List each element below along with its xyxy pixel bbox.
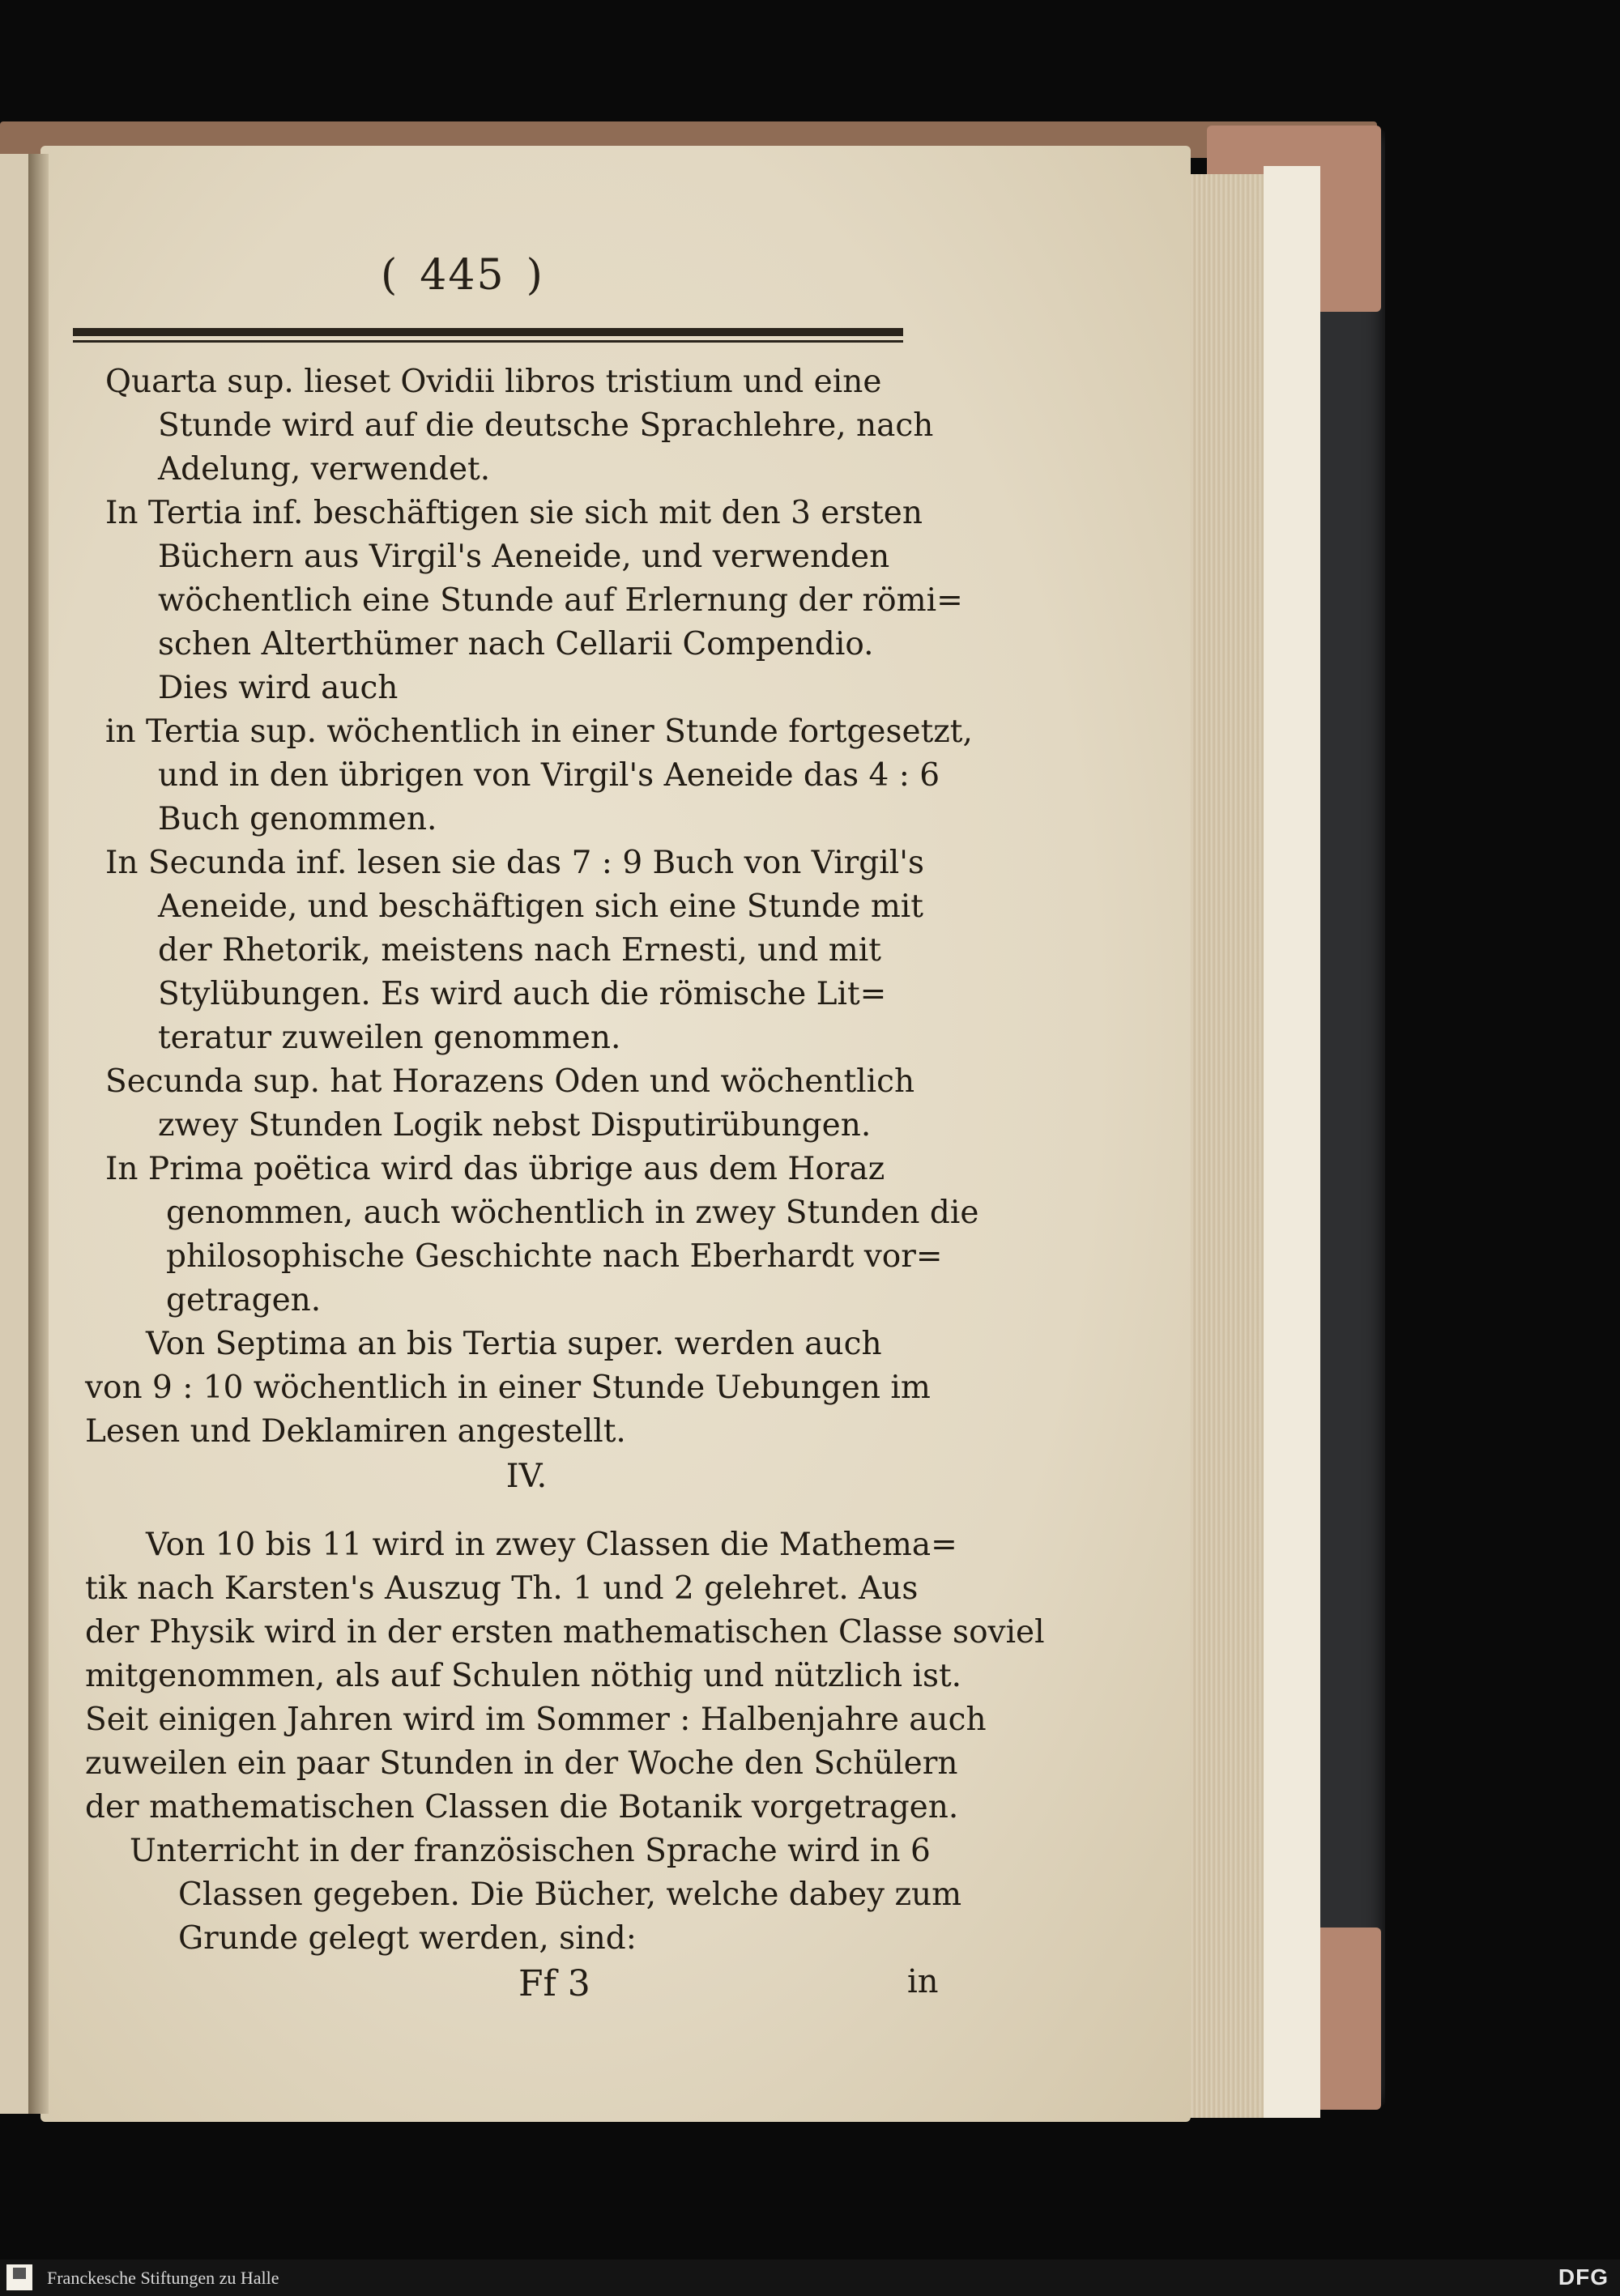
text-line: Classen gegeben. Die Bücher, welche dabey zum: [178, 1876, 962, 1913]
text-line: Von 10 bis 11 wird in zwey Classen die Mathema=: [146, 1527, 957, 1563]
text-line: Grunde gelegt werden, sind:: [178, 1920, 637, 1957]
text-line: Quarta sup. lieset Ovidii libros tristium und eine: [105, 364, 882, 400]
signature-mark: Ff 3: [518, 1963, 590, 2004]
text-line: wöchentlich eine Stunde auf Erlernung der römi=: [158, 582, 963, 619]
section-heading: IV.: [505, 1458, 548, 1495]
text-line: Aeneide, und beschäftigen sich eine Stunde mit: [158, 888, 923, 925]
catchword: in: [907, 1963, 939, 2000]
header-rule: [73, 328, 903, 336]
text-line: Buch genommen.: [158, 801, 437, 837]
text-line: Büchern aus Virgil's Aeneide, und verwenden: [158, 539, 890, 575]
gutter-shadow: [28, 154, 49, 2114]
text-line: Unterricht in der französischen Sprache wird in 6: [130, 1833, 931, 1869]
institution-logo-icon: [6, 2264, 32, 2290]
text-line: teratur zuweilen genommen.: [158, 1020, 621, 1056]
dfg-logo: DFG: [1558, 2264, 1609, 2290]
text-line: Lesen und Deklamiren angestellt.: [85, 1413, 626, 1450]
footer-bar: [0, 2260, 1620, 2296]
header-paren-left: (: [381, 251, 399, 300]
text-line: Seit einigen Jahren wird im Sommer : Halbenjahre auch: [85, 1702, 987, 1738]
text-line: und in den übrigen von Virgil's Aeneide das 4 : 6: [158, 757, 940, 794]
text-line: zuweilen ein paar Stunden in der Woche den Schülern: [85, 1745, 958, 1782]
text-line: Dies wird auch: [158, 670, 399, 706]
header-paren-right: ): [526, 251, 544, 300]
text-line: In Secunda inf. lesen sie das 7 : 9 Buch von Virgil's: [105, 845, 924, 881]
text-line: genommen, auch wöchentlich in zwey Stunden die: [166, 1195, 979, 1231]
text-line: zwey Stunden Logik nebst Disputirübungen.: [158, 1107, 872, 1144]
text-line: Adelung, verwendet.: [158, 451, 491, 488]
text-line: schen Alterthümer nach Cellarii Compendio.: [158, 626, 874, 662]
text-line: Secunda sup. hat Horazens Oden und wöchentlich: [105, 1063, 915, 1100]
text-line: der Rhetorik, meistens nach Ernesti, und mit: [158, 932, 881, 969]
text-line: In Tertia inf. beschäftigen sie sich mit den 3 ersten: [105, 495, 923, 531]
text-line: In Prima poëtica wird das übrige aus dem Horaz: [105, 1151, 885, 1187]
header-rule-thin: [73, 340, 903, 343]
text-line: philosophische Geschichte nach Eberhardt vor=: [166, 1238, 943, 1275]
text-line: der Physik wird in der ersten mathematischen Classe soviel: [85, 1614, 1045, 1651]
text-line: Stunde wird auf die deutsche Sprachlehre, nach: [158, 407, 934, 444]
text-line: in Tertia sup. wöchentlich in einer Stunde fortgesetzt,: [105, 714, 973, 750]
text-line: mitgenommen, als auf Schulen nöthig und nützlich ist.: [85, 1658, 962, 1694]
page-header: [381, 251, 544, 300]
endpaper: [1264, 166, 1320, 2118]
text-line: Von Septima an bis Tertia super. werden auch: [146, 1326, 882, 1362]
text-line: Stylübungen. Es wird auch die römische Lit=: [158, 976, 887, 1012]
text-line: der mathematischen Classen die Botanik vorgetragen.: [85, 1789, 959, 1825]
institution-name: Franckesche Stiftungen zu Halle: [47, 2268, 279, 2288]
text-line: tik nach Karsten's Auszug Th. 1 und 2 gelehret. Aus: [85, 1570, 919, 1607]
text-line: getragen.: [166, 1282, 322, 1318]
text-line: von 9 : 10 wöchentlich in einer Stunde Uebungen im: [85, 1370, 931, 1406]
page-number: 445: [420, 251, 505, 300]
